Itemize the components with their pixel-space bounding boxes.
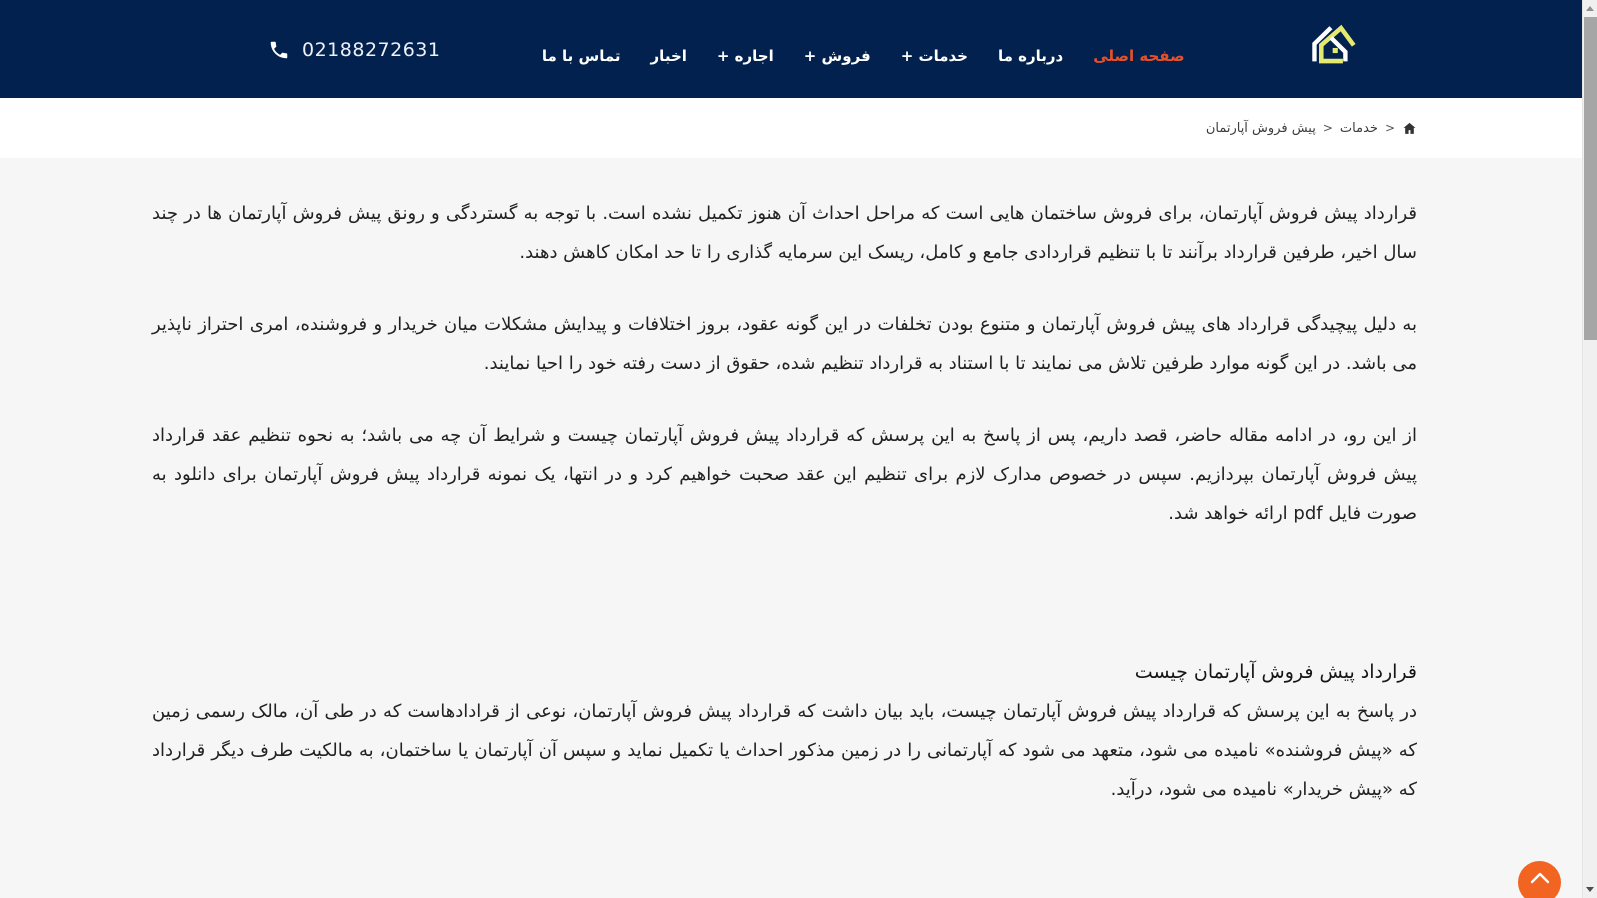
chevron-up-icon (1530, 872, 1550, 884)
nav-item-about[interactable]: درباره ما (998, 47, 1064, 65)
header-inner (0, 0, 1597, 98)
article-paragraph: در پاسخ به این پرسش که قرارداد پیش فروش آپارتمان چیست، باید بیان داشت که قرارداد پیش فروش آپارتمان، نوعی از قرادادهاست که در طی آن، مالک رسمی زمین که «پیش فروشنده» نامیده می شود، متعهد می شود که آپارتمانی را در زمین مذکور احداث یا تکمیل نماید و سپس آن آپارتمان یا ساختمان، به مالکیت طرف دیگر قرارداد که «پیش خریدار» نامیده می شود، درآید. (152, 701, 1417, 800)
section-heading: قرارداد پیش فروش آپارتمان چیست (1134, 661, 1417, 683)
site-header (0, 0, 1597, 98)
nav-item-sale[interactable]: فروش + (803, 47, 871, 65)
nav-item-contact[interactable]: تماس با ما (541, 47, 621, 65)
browser-scrollbar[interactable] (1582, 0, 1597, 898)
nav-item-news[interactable]: اخبار (650, 47, 687, 65)
scrollbar-up-arrow-icon[interactable] (1586, 6, 1594, 11)
scrollbar-thumb[interactable] (1584, 17, 1597, 340)
breadcrumb (0, 98, 1597, 158)
article-content (0, 158, 1597, 882)
house-logo-icon (1286, 18, 1360, 80)
breadcrumb-separator: > (1322, 121, 1333, 135)
breadcrumb-item-services[interactable]: خدمات (1339, 120, 1378, 136)
article-paragraph: قرارداد پیش فروش آپارتمان، برای فروش ساختمان هایی است که مراحل احداث آن هنوز تکمیل نشده است. با توجه به گستردگی و رونق پیش فروش آپارتمان ها در چند سال اخیر، طرفین قرارداد برآنند تا با تنظیم قراردادی جامع و کامل، ریسک این سرمایه گذاری را تا حد امکان کاهش دهند. (152, 203, 1417, 263)
site-logo[interactable] (1286, 18, 1360, 80)
main-nav (542, 47, 1185, 65)
phone-icon (268, 39, 290, 61)
phone-contact[interactable] (268, 39, 440, 61)
home-icon[interactable] (1402, 121, 1417, 136)
nav-item-home[interactable]: صفحه اصلی (1093, 47, 1185, 65)
scroll-to-top-button[interactable] (1518, 861, 1561, 898)
nav-item-services[interactable]: خدمات + (900, 47, 968, 65)
article-paragraph: به دلیل پیچیدگی قرارداد های پیش فروش آپارتمان و متنوع بودن تخلفات در این گونه عقود، بروز اختلافات و پیدایش مشکلات میان خریدار و فروشنده، امری احتراز ناپذیر می باشد. در این گونه موارد طرفین تلاش می نمایند تا با استناد به قرارداد تنظیم شده، حقوق از دست رفته خود را احیا نمایند. (152, 314, 1417, 374)
breadcrumb-item-current: پیش فروش آپارتمان (1205, 120, 1316, 136)
scrollbar-down-arrow-icon[interactable] (1586, 887, 1594, 892)
nav-item-rent[interactable]: اجاره + (716, 47, 774, 65)
article-paragraph: از این رو، در ادامه مقاله حاضر، قصد داریم، پس از پاسخ به این پرسش که قرارداد پیش فروش آپارتمان چیست و شرایط آن چه می باشد؛ به نحوه تنظیم عقد قرارداد پیش فروش آپارتمان بپردازیم. سپس در خصوص مدارک لازم برای تنظیم این عقد صحبت خواهیم کرد و در انتها، یک نمونه قرارداد پیش فروش آپارتمان برای دانلود به صورت فایل pdf ارائه خواهد شد. (152, 425, 1417, 524)
phone-number: 02188272631 (302, 39, 441, 61)
breadcrumb-separator: > (1384, 121, 1395, 135)
